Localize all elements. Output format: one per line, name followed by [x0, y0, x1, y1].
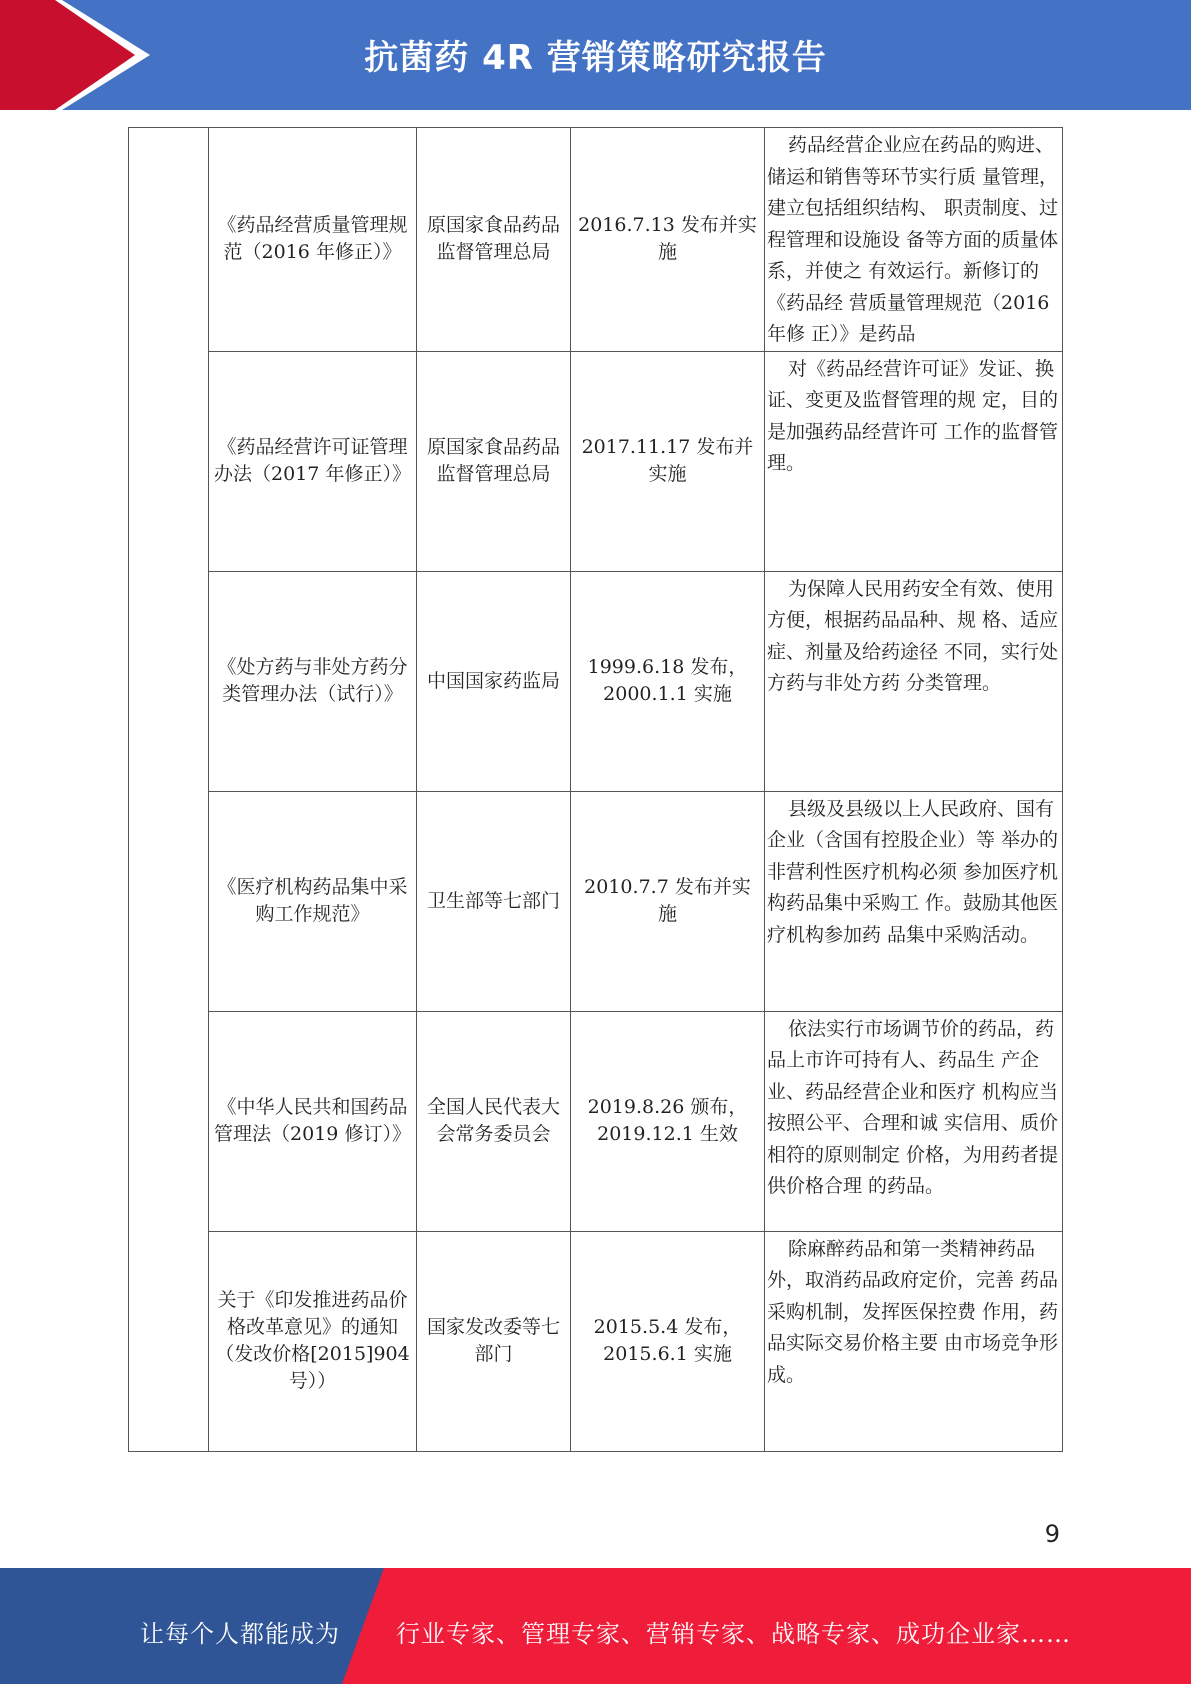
regulation-name: 关于《印发推进药品价格改革意见》的通知（发改价格[2015]904 号））	[209, 1231, 417, 1451]
regulation-date: 1999.6.18 发布，2000.1.1 实施	[571, 571, 765, 791]
regulation-issuer: 中国国家药监局	[417, 571, 571, 791]
table-row	[129, 351, 1063, 571]
regulation-name: 《药品经营许可证管理办法（2017 年修正）》	[209, 351, 417, 571]
regulation-date: 2010.7.7 发布并实施	[571, 791, 765, 1011]
table-row	[129, 1231, 1063, 1451]
regulations-table	[128, 127, 1063, 1452]
regulation-name: 《药品经营质量管理规范（2016 年修正）》	[209, 128, 417, 352]
regulation-issuer: 全国人民代表大会常务委员会	[417, 1011, 571, 1231]
page-number: 9	[1044, 1520, 1060, 1548]
regulation-description: 除麻醉药品和第一类精神药品外，取消药品政府定价，完善 药品采购机制，发挥医保控费 作用，药品实际交易价格主要 由市场竞争形成。	[765, 1231, 1063, 1451]
regulation-date: 2017.11.17 发布并实施	[571, 351, 765, 571]
regulation-issuer: 卫生部等七部门	[417, 791, 571, 1011]
table-row	[129, 571, 1063, 791]
regulation-date: 2016.7.13 发布并实施	[571, 128, 765, 352]
regulation-issuer: 原国家食品药品监督管理总局	[417, 351, 571, 571]
footer-slogan-left: 让每个人都能成为	[140, 1620, 340, 1648]
table-row	[129, 128, 1063, 352]
page-header	[0, 0, 1191, 110]
regulation-issuer: 原国家食品药品监督管理总局	[417, 128, 571, 352]
regulation-name: 《处方药与非处方药分类管理办法（试行）》	[209, 571, 417, 791]
page-footer	[0, 1568, 1191, 1684]
footer-slogan-right: 行业专家、管理专家、营销专家、战略专家、成功企业家……	[396, 1620, 1071, 1648]
regulation-date: 2015.5.4 发布，2015.6.1 实施	[571, 1231, 765, 1451]
regulation-description: 药品经营企业应在药品的购进、储运和销售等环节实行质 量管理，建立包括组织结构、 职责制度、过程管理和设施设 备等方面的质量体系，并使之 有效运行。新修订的《药品经 营质量管理规范（2016 年修 正）》是药品	[765, 128, 1063, 352]
table-row	[129, 791, 1063, 1011]
regulation-date: 2019.8.26 颁布，2019.12.1 生效	[571, 1011, 765, 1231]
regulation-name: 《医疗机构药品集中采购工作规范》	[209, 791, 417, 1011]
table-row	[129, 1011, 1063, 1231]
regulation-issuer: 国家发改委等七部门	[417, 1231, 571, 1451]
category-cell	[129, 128, 209, 1452]
regulation-name: 《中华人民共和国药品管理法（2019 修订）》	[209, 1011, 417, 1231]
regulation-description: 为保障人民用药安全有效、使用方便，根据药品品种、规 格、适应症、剂量及给药途径 不同，实行处方药与非处方药 分类管理。	[765, 571, 1063, 791]
report-title: 抗菌药 4R 营销策略研究报告	[364, 38, 827, 78]
regulation-description: 依法实行市场调节价的药品，药品上市许可持有人、药品生 产企业、药品经营企业和医疗 机构应当按照公平、合理和诚 实信用、质价相符的原则制定 价格，为用药者提供价格合理 的药品。	[765, 1011, 1063, 1231]
regulation-description: 对《药品经营许可证》发证、换证、变更及监督管理的规 定，目的是加强药品经营许可 工作的监督管理。	[765, 351, 1063, 571]
regulation-description: 县级及县级以上人民政府、国有企业（含国有控股企业）等 举办的非营利性医疗机构必须 参加医疗机构药品集中采购工 作。鼓励其他医疗机构参加药 品集中采购活动。	[765, 791, 1063, 1011]
